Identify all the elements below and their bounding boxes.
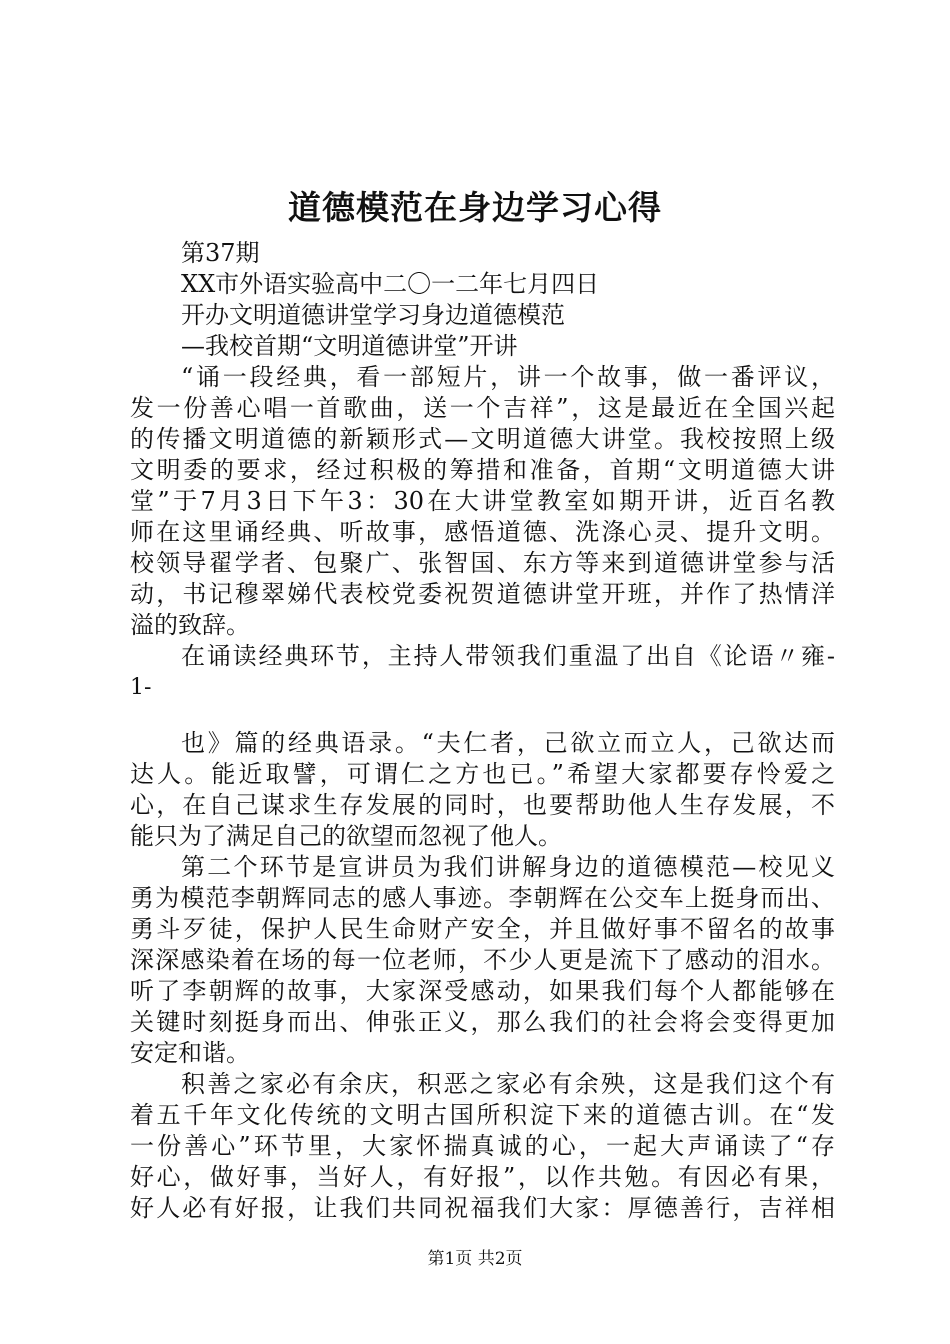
body-line: 师在这里诵经典、听故事，感悟道德、洗涤心灵、提升文明。 bbox=[130, 518, 835, 546]
body-line: 校领导翟学者、包聚广、张智国、东方等来到道德讲堂参与活 bbox=[130, 549, 835, 577]
body-line: 溢的致辞。 bbox=[130, 611, 250, 639]
page-number-marker: 1- bbox=[130, 675, 152, 700]
body-line: 好心，做好事，当好人，有好报”，以作共勉。有因必有果， bbox=[130, 1163, 835, 1191]
body-line: 着五千年文化传统的文明古国所积淀下来的道德古训。在“发 bbox=[130, 1101, 835, 1129]
body-line: 一份善心”环节里，大家怀揣真诚的心，一起大声诵读了“存 bbox=[130, 1132, 835, 1160]
body-line: 好人必有好报，让我们共同祝福我们大家：厚德善行，吉祥相 bbox=[130, 1194, 835, 1222]
body-line: 的传播文明道德的新颖形式—文明道德大讲堂。我校按照上级 bbox=[130, 425, 835, 453]
body-line: 动，书记穆翠娣代表校党委祝贺道德讲堂开班，并作了热情洋 bbox=[130, 580, 835, 608]
body-line: 开办文明道德讲堂学习身边道德模范 bbox=[181, 301, 565, 329]
body-line: 第37期 bbox=[181, 239, 260, 267]
body-line: 勇斗歹徒，保护人民生命财产安全，并且做好事不留名的故事 bbox=[130, 915, 835, 943]
body-line: XX市外语实验高中二〇一二年七月四日 bbox=[181, 270, 600, 298]
body-line: 在诵读经典环节，主持人带领我们重温了出自《论语〃雍- bbox=[181, 642, 835, 670]
document-title: 道德模范在身边学习心得 bbox=[288, 188, 662, 227]
body-line: 听了李朝辉的故事，大家深受感动，如果我们每个人都能够在 bbox=[130, 977, 835, 1005]
body-line: —我校首期“文明道德讲堂”开讲 bbox=[181, 332, 518, 360]
body-line: 积善之家必有余庆，积恶之家必有余殃，这是我们这个有 bbox=[181, 1070, 835, 1098]
body-line: 安定和谐。 bbox=[130, 1039, 250, 1067]
body-line: 堂”于7月3日下午3：30在大讲堂教室如期开讲，近百名教 bbox=[130, 487, 835, 515]
body-line: 也》篇的经典语录。“夫仁者，己欲立而立人，己欲达而 bbox=[181, 729, 835, 757]
body-line: “诵一段经典，看一部短片，讲一个故事，做一番评议， bbox=[181, 363, 835, 391]
document-body bbox=[130, 238, 835, 1224]
body-line: 文明委的要求，经过积极的筹措和准备，首期“文明道德大讲 bbox=[130, 456, 835, 484]
body-line: 达人。能近取譬，可谓仁之方也已。”希望大家都要存怜爱之 bbox=[130, 760, 835, 788]
body-line: 能只为了满足自己的欲望而忽视了他人。 bbox=[130, 822, 562, 850]
page-break-gap bbox=[130, 706, 835, 728]
page-footer: 第1页 共2页 bbox=[427, 1249, 523, 1269]
body-line: 勇为模范李朝辉同志的感人事迹。李朝辉在公交车上挺身而出、 bbox=[130, 884, 835, 912]
body-line: 第二个环节是宣讲员为我们讲解身边的道德模范—校见义 bbox=[181, 853, 835, 881]
body-line: 心，在自己谋求生存发展的同时，也要帮助他人生存发展，不 bbox=[130, 791, 835, 819]
body-line: 关键时刻挺身而出、伸张正义，那么我们的社会将会变得更加 bbox=[130, 1008, 835, 1036]
body-line: 深深感染着在场的每一位老师，不少人更是流下了感动的泪水。 bbox=[130, 946, 835, 974]
body-line: 发一份善心唱一首歌曲，送一个吉祥”，这是最近在全国兴起 bbox=[130, 394, 835, 422]
